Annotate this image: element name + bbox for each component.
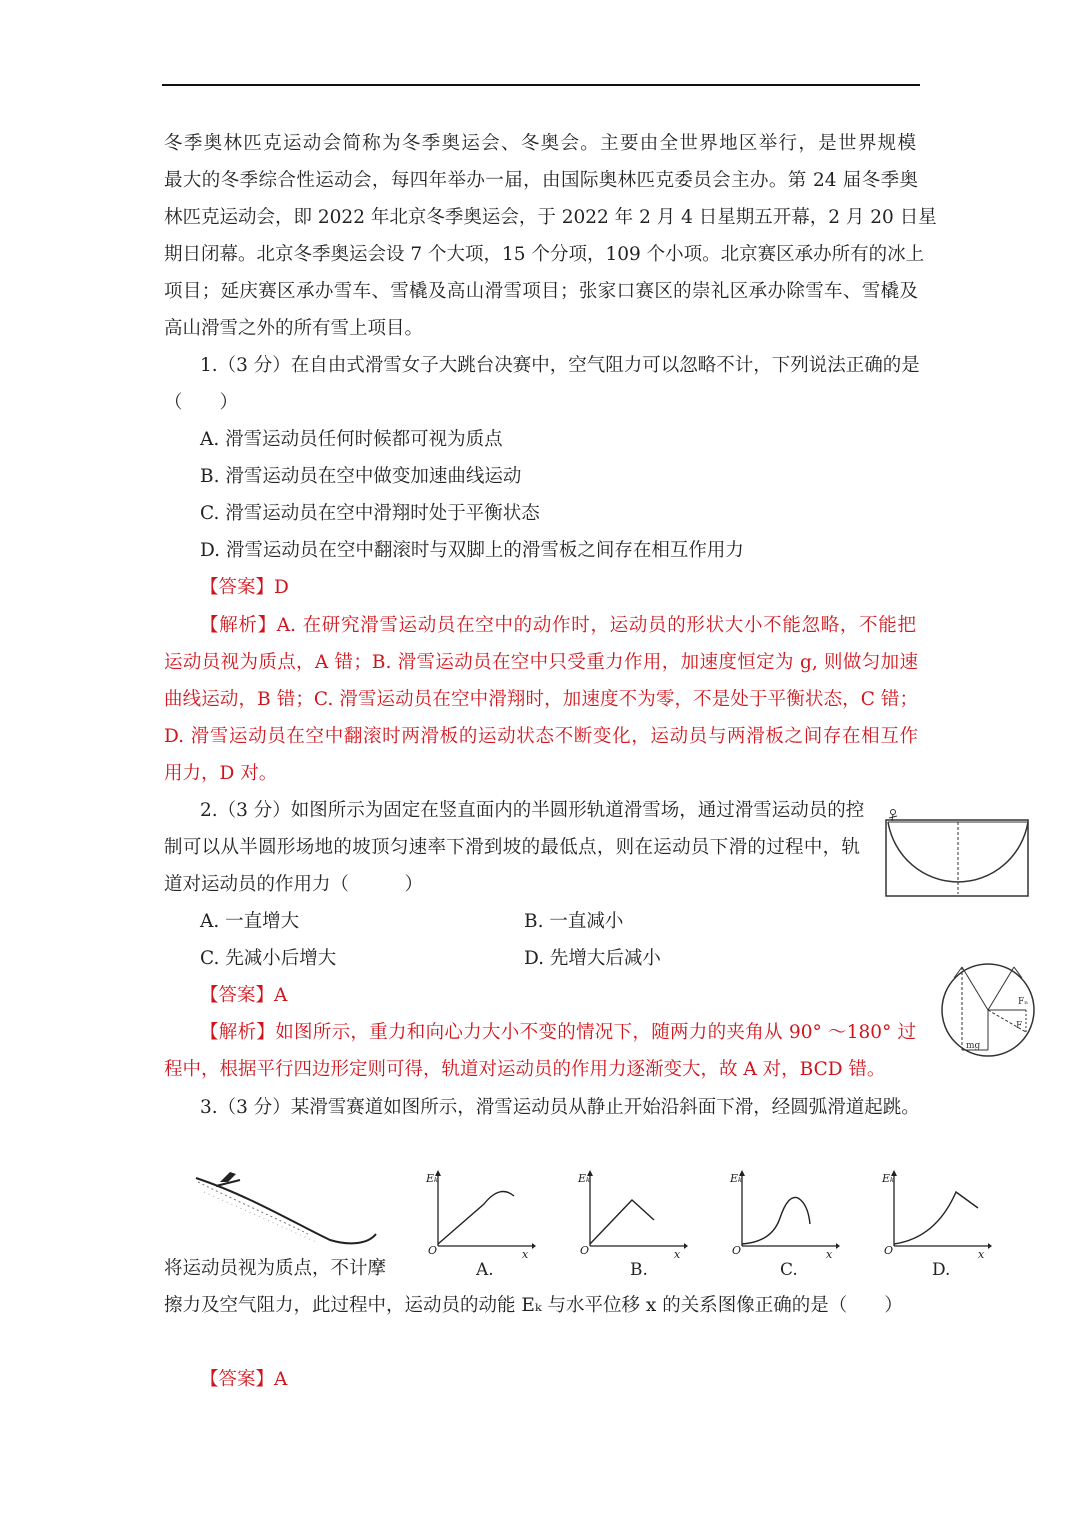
- fn-label: Fₙ: [1018, 997, 1029, 1007]
- intro-line: 高山滑雪之外的所有雪上项目。: [164, 318, 424, 339]
- halfpipe-figure: [884, 806, 1030, 898]
- q1-analysis-line: 运动员视为质点，A 错；B. 滑雪运动员在空中只受重力作用，加速度恒定为 g, 则做匀加速: [164, 652, 918, 673]
- graph-a: [424, 1168, 536, 1261]
- graph-b-xlabel: x: [674, 1248, 681, 1261]
- graph-a-origin: O: [428, 1244, 438, 1257]
- intro-line: 最大的冬季综合性运动会，每四年举办一届，由国际奥林匹克委员会主办。第 24 届冬季奥: [164, 170, 918, 191]
- q2-stem: 制可以从半圆形场地的坡顶匀速率下滑到坡的最低点，则在运动员下滑的过程中，轨: [164, 837, 860, 858]
- graph-c-ylabel: Eₖ: [730, 1172, 743, 1185]
- q1-option-c: C. 滑雪运动员在空中滑翔时处于平衡状态: [200, 503, 540, 524]
- q1-option-d: D. 滑雪运动员在空中翻滚时与双脚上的滑雪板之间存在相互作用力: [200, 540, 744, 561]
- graph-b-ylabel: Eₖ: [578, 1172, 591, 1185]
- q2-stem: 道对运动员的作用力（ ）: [164, 874, 424, 895]
- q2-option-a: A. 一直增大: [200, 911, 300, 932]
- graph-c-caption: C.: [780, 1260, 798, 1280]
- graph-a-xlabel: x: [522, 1248, 529, 1261]
- graph-a-ylabel: Eₖ: [426, 1172, 439, 1185]
- graph-c: [728, 1168, 840, 1261]
- graph-d-ylabel: Eₖ: [882, 1172, 895, 1185]
- q2-option-c: C. 先减小后增大: [200, 948, 337, 969]
- q2-analysis-line: 【解析】如图所示，重力和向心力大小不变的情况下，随两力的夹角从 90° ～180° 过: [200, 1022, 916, 1043]
- q2-stem: 2.（3 分）如图所示为固定在竖直面内的半圆形轨道滑雪场，通过滑雪运动员的控: [200, 800, 865, 821]
- force-diagram-figure: [940, 962, 1038, 1058]
- graph-d: [880, 1168, 992, 1261]
- q3-stem: 3.（3 分）某滑雪赛道如图所示，滑雪运动员从静止开始沿斜面下滑，经圆弧滑道起跳。: [200, 1097, 920, 1118]
- q3-stem: 擦力及空气阻力，此过程中，运动员的动能 Eₖ 与水平位移 x 的关系图像正确的是（ ）: [164, 1295, 903, 1316]
- q1-stem: 1.（3 分）在自由式滑雪女子大跳台决赛中，空气阻力可以忽略不计，下列说法正确的是: [200, 355, 920, 376]
- graph-d-xlabel: x: [978, 1248, 985, 1261]
- q3-answer: 【答案】A: [200, 1369, 288, 1390]
- graph-c-origin: O: [732, 1244, 742, 1257]
- graph-d-caption: D.: [932, 1260, 951, 1280]
- mg-label: mg: [966, 1041, 981, 1051]
- f-label: F: [1016, 1021, 1023, 1031]
- q1-option-b: B. 滑雪运动员在空中做变加速曲线运动: [200, 466, 522, 487]
- intro-line: 林匹克运动会，即 2022 年北京冬季奥运会，于 2022 年 2 月 4 日星期五开幕，2 月 20 日星: [164, 207, 937, 228]
- q1-answer: 【答案】D: [200, 577, 289, 598]
- intro-line: 项目；延庆赛区承办雪车、雪橇及高山滑雪项目；张家口赛区的崇礼区承办除雪车、雪橇及: [164, 281, 918, 302]
- graph-c-xlabel: x: [826, 1248, 833, 1261]
- q1-analysis-line: 曲线运动，B 错；C. 滑雪运动员在空中滑翔时，加速度不为零，不是处于平衡状态，C 错；: [164, 689, 918, 710]
- q2-answer: 【答案】A: [200, 985, 288, 1006]
- intro-line: 期日闭幕。北京冬季奥运会设 7 个大项，15 个分项，109 个小项。北京赛区承办所有的冰上: [164, 244, 925, 265]
- graph-b: [576, 1168, 688, 1261]
- q2-option-b: B. 一直减小: [524, 911, 624, 932]
- header-rule: [162, 84, 920, 86]
- q2-analysis-line: 程中，根据平行四边形定则可得，轨道对运动员的作用力逐渐变大，故 A 对，BCD 错。: [164, 1059, 886, 1080]
- ski-slope-figure: [190, 1168, 380, 1250]
- q1-analysis-line: D. 滑雪运动员在空中翻滚时两滑板的运动状态不断变化，运动员与两滑板之间存在相互作: [164, 726, 918, 747]
- intro-line: 冬季奥林匹克运动会简称为冬季奥运会、冬奥会。主要由全世界地区举行，是世界规模: [164, 133, 916, 154]
- graph-d-origin: O: [884, 1244, 894, 1257]
- q1-option-a: A. 滑雪运动员任何时候都可视为质点: [200, 429, 503, 450]
- q1-analysis-line: 用力，D 对。: [164, 763, 278, 784]
- q3-stem: 将运动员视为质点，不计摩: [164, 1258, 387, 1279]
- q1-stem-blank: （ ）: [164, 392, 239, 413]
- graph-a-caption: A.: [476, 1260, 494, 1280]
- graph-b-origin: O: [580, 1244, 590, 1257]
- graph-b-caption: B.: [630, 1260, 648, 1280]
- q2-option-d: D. 先增大后减小: [524, 948, 661, 969]
- q1-analysis-line: 【解析】A. 在研究滑雪运动员在空中的动作时，运动员的形状大小不能忽略，不能把: [200, 615, 916, 636]
